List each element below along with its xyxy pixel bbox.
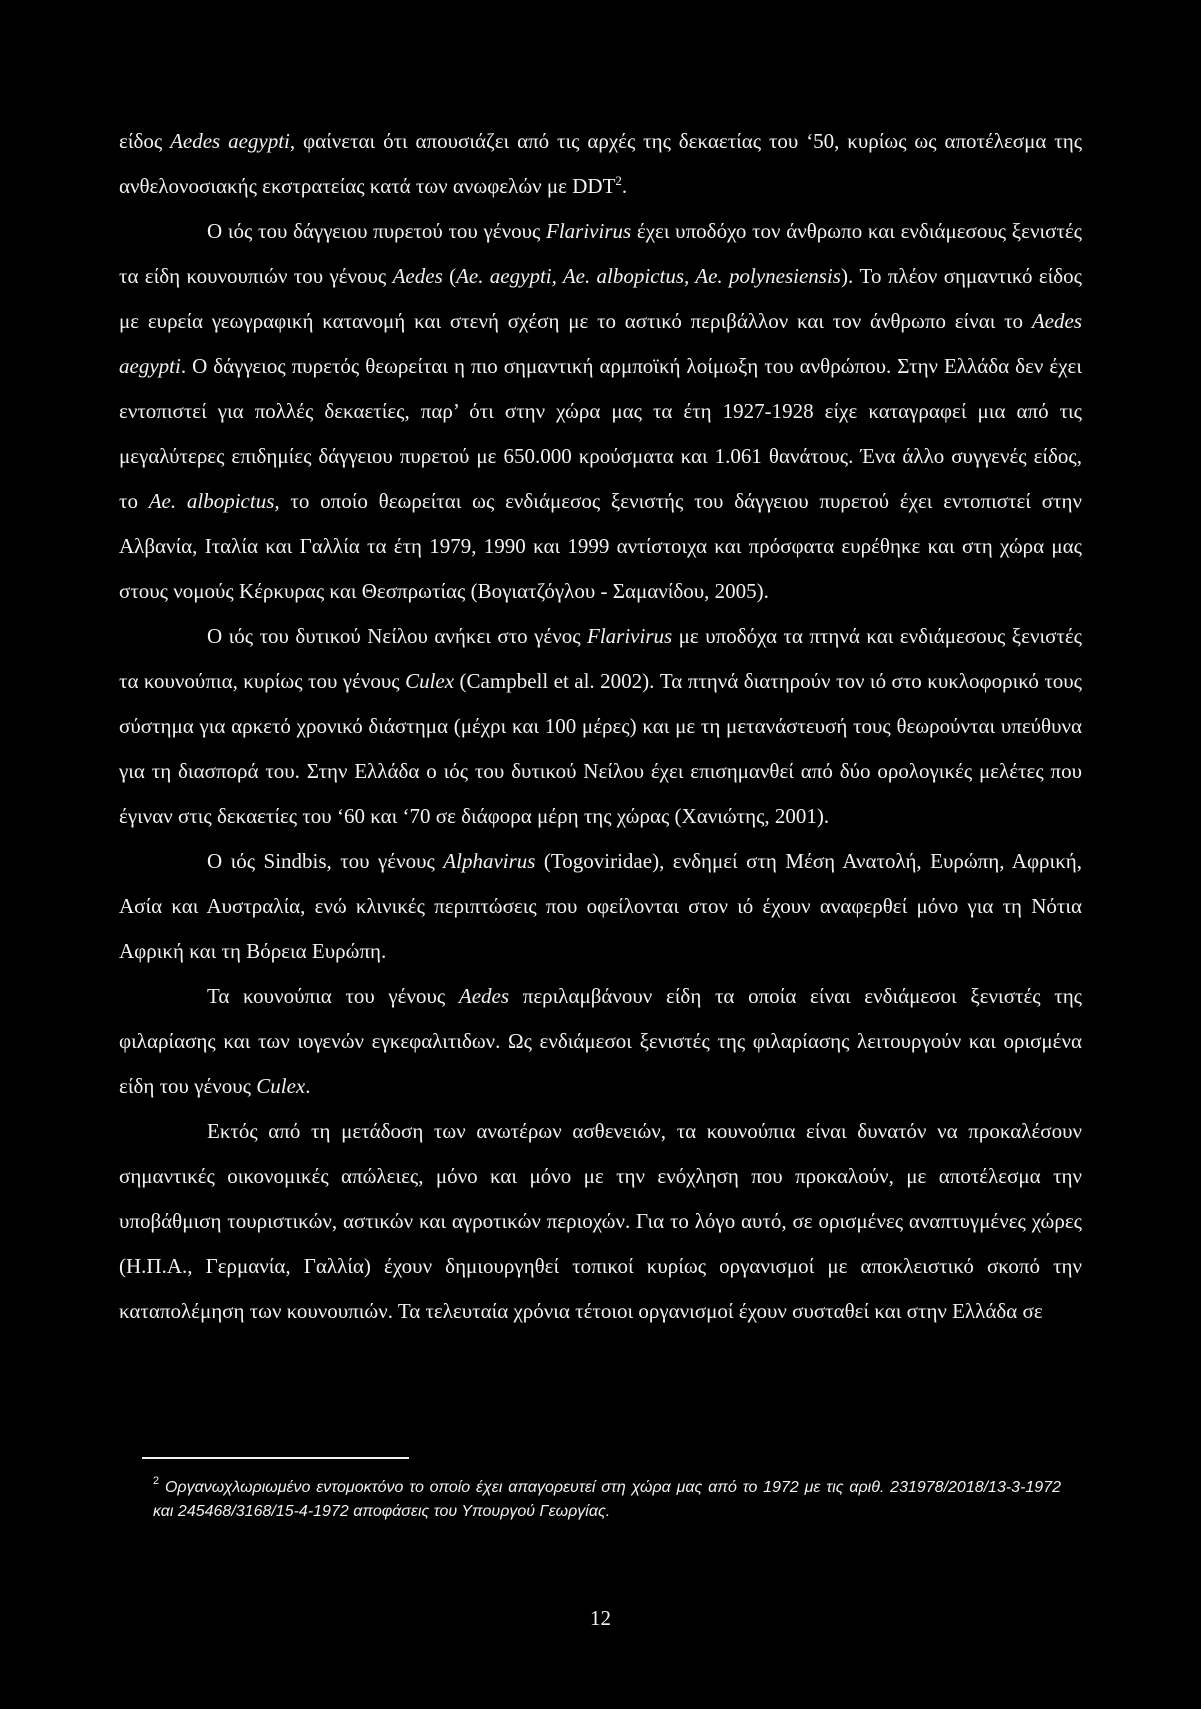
italic-term: Ae. aegypti, Ae. albopictus, Ae. polynesiensis — [456, 264, 841, 288]
text-run: . — [305, 1074, 311, 1098]
italic-term: Culex — [256, 1074, 306, 1098]
text-run: περιλαμβάνουν είδη τα οποία είναι ενδιάμεσοι ξενιστές της φιλαρίασης και των ιογενών εγκεφαλιτιδων. Ως ενδιάμεσοι ξενιστές της φιλαρίασης λειτουργούν και ορισμένα είδη του γένους — [119, 984, 1083, 1098]
italic-term: Flarivirus — [587, 624, 673, 648]
italic-term: Aedes aegypti — [119, 309, 1082, 378]
paragraph — [119, 839, 1082, 974]
text-run: ). Το πλέον σημαντικό είδος με ευρεία γεωγραφική κατανομή και στενή σχέση με το αστικό περιβάλλον και τον άνθρωπο είναι το — [119, 264, 1082, 333]
body-text — [119, 119, 1082, 1334]
italic-term: Alphavirus — [443, 849, 536, 873]
italic-term: Flarivirus — [546, 219, 632, 243]
footnote-separator — [142, 1457, 409, 1459]
paragraph — [119, 119, 1082, 209]
text-run: , το οποίο θεωρείται ως ενδιάμεσος ξενιστής του δάγγειου πυρετού έχει εντοπιστεί στην Αλβανία, Ιταλία και Γαλλία τα έτη 1979, 1990 και 1999 αντίστοιχα και πρόσφατα ευρέθηκε και στη χώρα μας στους νομούς Κέρκυρας και Θεσπρωτίας (Βογιατζόγλου - Σαμανίδου, 2005). — [119, 489, 1082, 603]
page-number: 12 — [590, 1606, 611, 1630]
paragraph — [119, 209, 1082, 614]
text-run: Εκτός από τη μετάδοση των ανωτέρων ασθενειών, τα κουνούπια είναι δυνατόν να προκαλέσουν σημαντικές οικονομικές απώλειες, μόνο και μόνο με την ενόχληση που προκαλούν, με αποτέλεσμα την υποβάθμιση τουριστικών, αστικών και αγροτικών περιοχών. Για το λόγο αυτό, σε ορισμένες αναπτυγμένες χώρες (Η.Π.Α., Γερμανία, Γαλλία) έχουν δημιουργηθεί τοπικοί κυρίως οργανισμοί με αποκλειστικό σκοπό την καταπολέμηση των κουνουπιών. Τα τελευταία χρόνια τέτοιοι οργανισμοί έχουν συσταθεί και στην Ελλάδα σε — [119, 1119, 1082, 1323]
text-run: , φαίνεται ότι απουσιάζει από τις αρχές της δεκαετίας του ‘50, κυρίως ως αποτέλεσμα της ανθελονοσιακής εκστρατείας κατά των ανωφελών με DDT — [119, 129, 1083, 198]
italic-term: Ae. albopictus — [148, 489, 275, 513]
paragraph — [119, 974, 1082, 1109]
paragraph — [119, 1109, 1082, 1334]
italic-term: Aedes — [392, 264, 443, 288]
footnote-text: Οργανωχλωριωμένο εντομοκτόνο το οποίο έχει απαγορευτεί στη χώρα μας από το 1972 με τις αριθ. 231978/2018/13-3-1972 και 245468/3168/15-4-1972 αποφάσεις του Υπουργού Γεωργίας. — [153, 1479, 1061, 1520]
text-run: έχει υποδόχο τον άνθρωπο και ενδιάμεσους ξενιστές τα είδη κουνουπιών του γένους — [119, 219, 1082, 288]
footnote — [153, 1476, 1061, 1524]
italic-term: Aedes — [458, 984, 510, 1008]
text-run: Τα κουνούπια του γένους — [207, 984, 459, 1008]
text-run: . Ο δάγγειος πυρετός θεωρείται η πιο σημαντική αρμποϊκή λοίμωξη του ανθρώπου. Στην Ελλάδα δεν έχει εντοπιστεί για πολλές δεκαετίες, παρ’ ότι στην χώρα μας τα έτη 1927-1928 είχε καταγραφεί μια από τις μεγαλύτερες επιδημίες δάγγειου πυρετού με 650.000 κρούσματα και 1.061 θανάτους. Ένα άλλο συγγενές είδος, το — [119, 354, 1082, 513]
text-run: είδος — [119, 129, 171, 153]
text-run: Ο ιός Sindbis, του γένους — [207, 849, 444, 873]
footnote-reference: 2 — [615, 173, 622, 188]
text-run: . — [621, 174, 628, 198]
text-run: (Togoviridae), ενδημεί στη Μέση Ανατολή, Ευρώπη, Αφρική, Ασία και Αυστραλία, ενώ κλινικές περιπτώσεις που οφείλονται στον ιό έχουν αναφερθεί μόνο για τη Νότια Αφρική και τη Βόρεια Ευρώπη. — [119, 849, 1083, 963]
paragraph — [119, 614, 1082, 839]
text-run: (Campbell et al. 2002). Τα πτηνά διατηρούν τον ιό στο κυκλοφορικό τους σύστημα για αρκετό χρονικό διάστημα (μέχρι και 100 μέρες) και με τη μετανάστευσή τους θεωρούνται υπεύθυνα για τη διασπορά του. Στην Ελλάδα ο ιός του δυτικού Νείλου έχει επισημανθεί από δύο ορολογικές μελέτες που έγιναν στις δεκαετίες του ‘60 και ‘70 σε διάφορα μέρη της χώρας (Χανιώτης, 2001). — [119, 669, 1082, 828]
italic-term: Aedes aegypti — [170, 129, 290, 153]
italic-term: Culex — [405, 669, 455, 693]
footnote-marker: 2 — [153, 1474, 160, 1487]
text-run: Ο ιός του δυτικού Νείλου ανήκει στο γένος — [207, 624, 588, 648]
text-run: ( — [442, 264, 457, 288]
text-run: με υποδόχα τα πτηνά και ενδιάμεσους ξενιστές τα κουνούπια, κυρίως του γένους — [119, 624, 1082, 693]
text-run: Ο ιός του δάγγειου πυρετού του γένους — [207, 219, 547, 243]
